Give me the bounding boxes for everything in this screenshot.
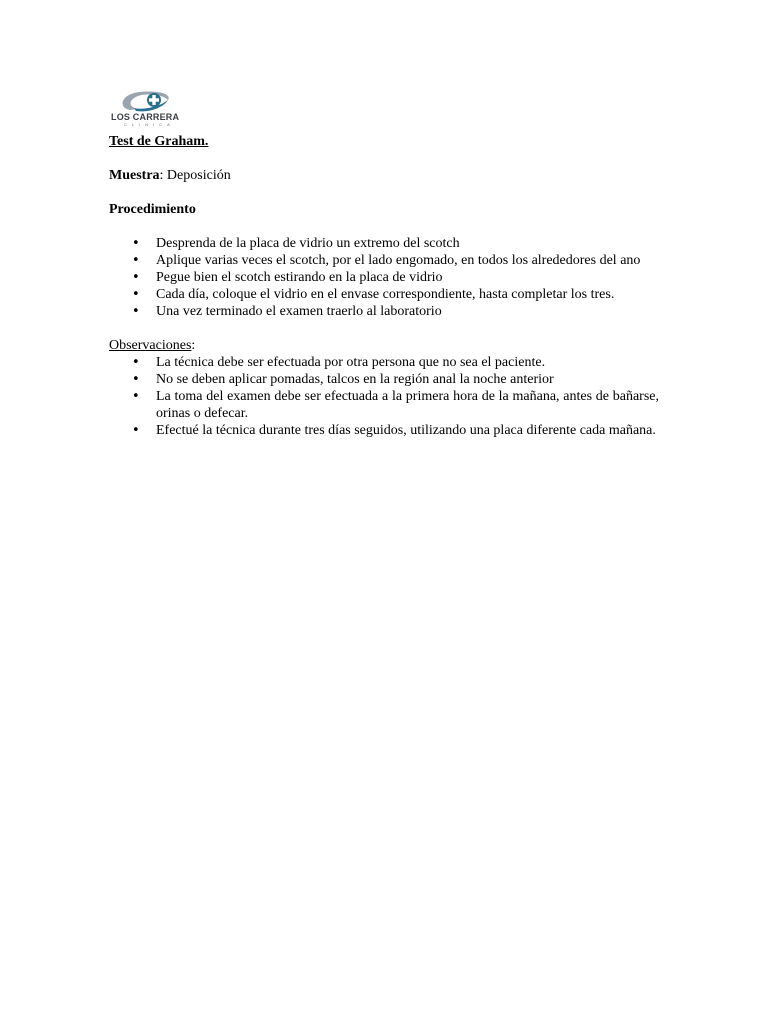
list-item: • Cada día, coloque el vidrio en el envase correspondiente, hasta completar los tres. bbox=[109, 286, 659, 303]
muestra-line bbox=[109, 167, 659, 184]
muestra-value: : Deposición bbox=[159, 168, 231, 183]
logo-subtitle: CLINICA bbox=[124, 122, 175, 127]
logo-name: LOS CARRERA bbox=[111, 112, 180, 122]
logo-emblem-icon bbox=[110, 88, 186, 114]
list-item: • Pegue bien el scotch estirando en la placa de vidrio bbox=[109, 269, 659, 286]
observaciones-heading: Observaciones: bbox=[109, 338, 196, 353]
list-item: • Aplique varias veces el scotch, por el lado engomado, en todos los alrededores del ano bbox=[109, 252, 659, 269]
list-item: • No se deben aplicar pomadas, talcos en la región anal la noche anterior bbox=[109, 371, 659, 388]
list-item: • La técnica debe ser efectuada por otra persona que no sea el paciente. bbox=[109, 354, 659, 371]
muestra-label: Muestra bbox=[109, 168, 160, 183]
list-item: • La toma del examen debe ser efectuada a la primera hora de la mañana, antes de bañarse, orinas o defecar. bbox=[109, 388, 659, 422]
list-item: • Desprenda de la placa de vidrio un extremo del scotch bbox=[109, 235, 659, 252]
clinic-logo bbox=[110, 88, 186, 128]
procedimiento-heading: Procedimiento bbox=[109, 202, 196, 217]
list-item: • Efectué la técnica durante tres días seguidos, utilizando una placa diferente cada mañana. bbox=[109, 422, 659, 439]
observaciones-list bbox=[109, 354, 659, 439]
procedimiento-list bbox=[109, 235, 659, 320]
document-body bbox=[109, 133, 659, 439]
document-title: Test de Graham. bbox=[109, 134, 209, 149]
list-item: • Una vez terminado el examen traerlo al laboratorio bbox=[109, 303, 659, 320]
